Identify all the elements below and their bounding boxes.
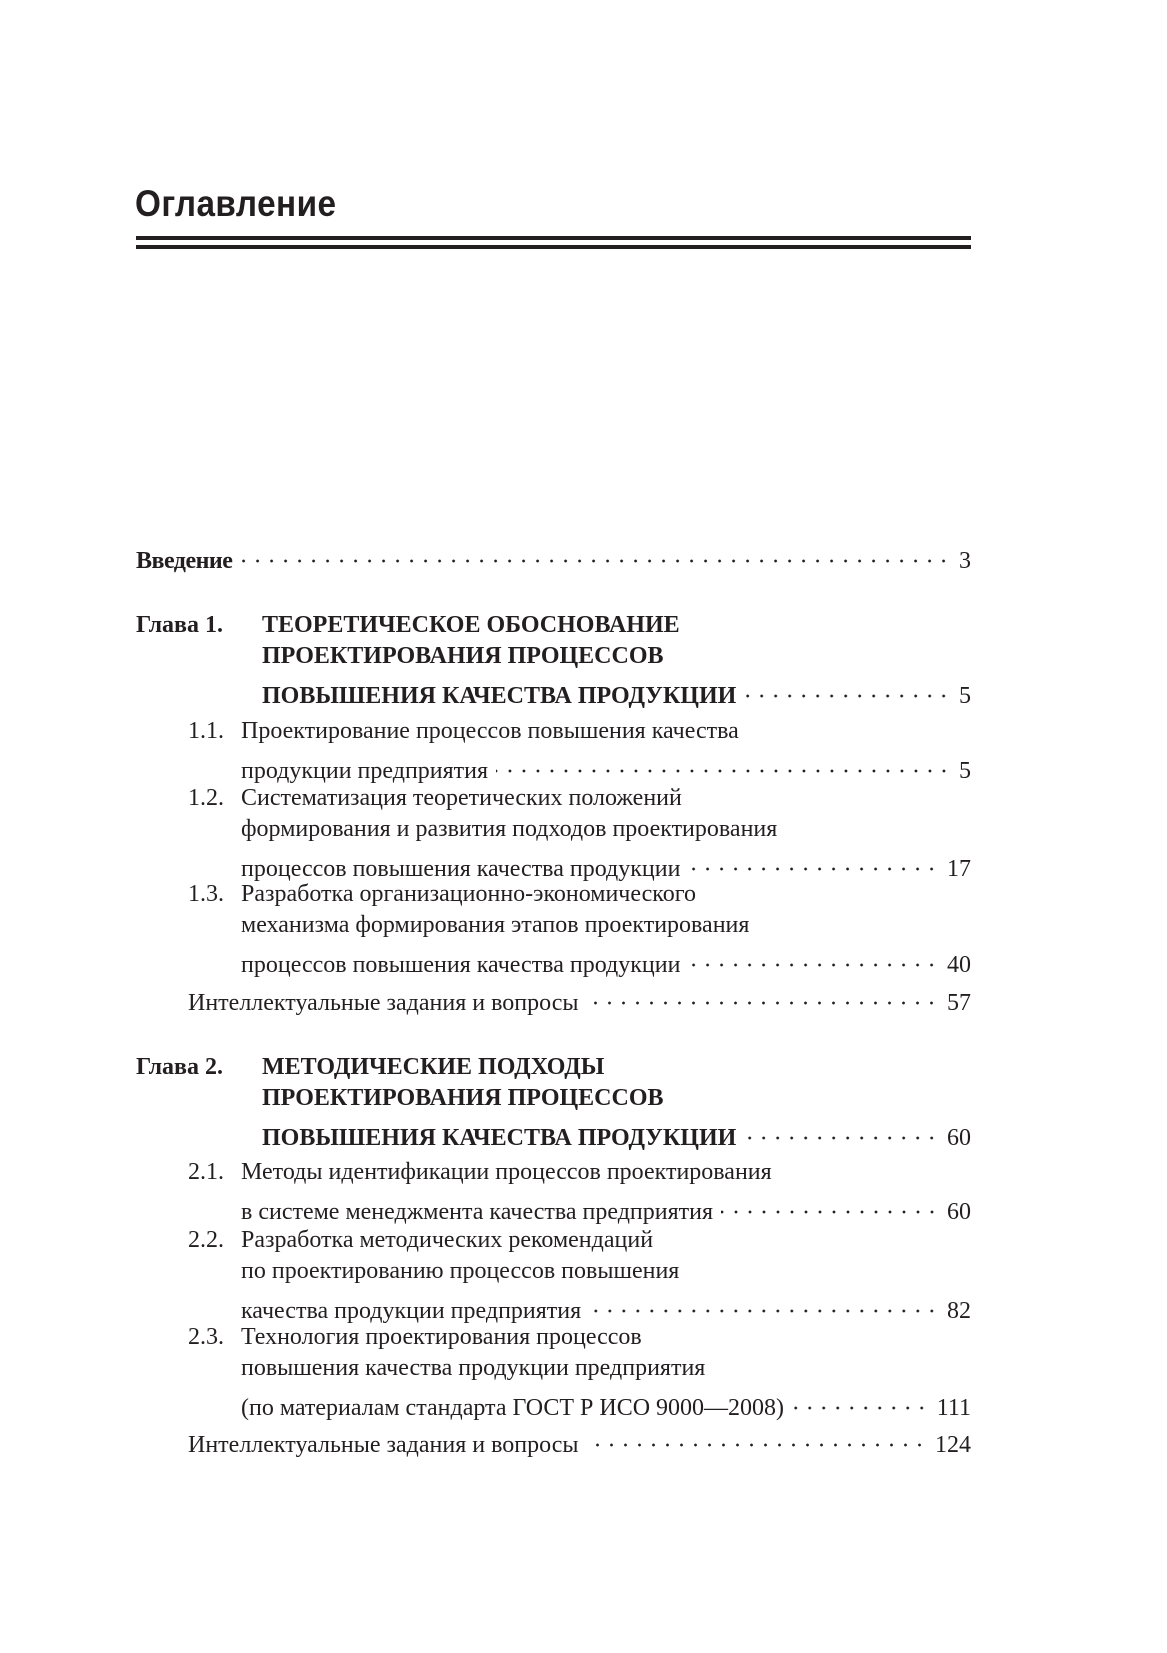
toc-entry-title-line: качества продукции предприятия <box>241 1298 582 1324</box>
dot-leader <box>589 1287 939 1318</box>
toc-entry-title-line: ПОВЫШЕНИЯ КАЧЕСТВА ПРОДУКЦИИ <box>262 1125 737 1151</box>
toc-entry-section[interactable] <box>136 1225 971 1327</box>
toc-entry-title-line: процессов повышения качества продукции <box>241 952 681 978</box>
toc-page-number: 60 <box>947 1199 971 1225</box>
page-title: Оглавление <box>135 183 337 224</box>
dot-leader <box>240 537 951 568</box>
title-rule-bottom <box>136 245 971 249</box>
toc-entry-section[interactable] <box>136 783 971 885</box>
toc-entry-title-line: формирования и развития подходов проектирования <box>241 816 778 842</box>
toc-entry-title-line: МЕТОДИЧЕСКИЕ ПОДХОДЫ <box>262 1054 605 1080</box>
toc-entry-title-line: ТЕОРЕТИЧЕСКОЕ ОБОСНОВАНИЕ <box>262 612 680 638</box>
toc-page-number: 5 <box>959 683 971 709</box>
toc-entry-title-line: Методы идентификации процессов проектирования <box>241 1159 772 1185</box>
toc-page-number: 3 <box>959 548 971 574</box>
dot-leader <box>744 1114 939 1145</box>
dot-leader <box>688 941 939 972</box>
toc-entry-number: Глава 2. <box>136 1054 223 1080</box>
toc-page-number: 111 <box>936 1395 971 1421</box>
toc-entry-title-line: Разработка организационно-экономического <box>241 881 696 907</box>
toc-entry-questions[interactable] <box>136 979 971 1019</box>
toc-entry-title-line: Систематизация теоретических положений <box>241 785 682 811</box>
toc-entry-title-line: Введение <box>136 548 233 574</box>
toc-entry-chapter[interactable] <box>136 1052 971 1154</box>
toc-entry-number: 1.2. <box>188 785 224 811</box>
toc-entry-title-line: механизма формирования этапов проектирования <box>241 912 750 938</box>
toc-entry-number: Глава 1. <box>136 612 223 638</box>
toc-entry-title-line: Проектирование процессов повышения качества <box>241 718 739 744</box>
toc-entry-intro[interactable] <box>136 537 971 577</box>
toc-entry-section[interactable] <box>136 1322 971 1424</box>
toc-entry-title-line: ПРОЕКТИРОВАНИЯ ПРОЦЕССОВ <box>262 643 664 669</box>
toc-entry-section[interactable] <box>136 1157 971 1228</box>
dot-leader <box>586 1421 927 1452</box>
toc-entry-title-line: Технология проектирования процессов <box>241 1324 642 1350</box>
dot-leader <box>721 1188 939 1219</box>
toc-entry-section[interactable] <box>136 879 971 981</box>
toc-page-number: 17 <box>947 856 971 882</box>
dot-leader <box>496 747 951 778</box>
dot-leader <box>744 672 951 703</box>
dot-leader <box>688 845 939 876</box>
toc-page-number: 5 <box>959 758 971 784</box>
toc-entry-number: 2.2. <box>188 1227 224 1253</box>
toc-entry-title-line: повышения качества продукции предприятия <box>241 1355 706 1381</box>
toc-entry-title-line: ПРОЕКТИРОВАНИЯ ПРОЦЕССОВ <box>262 1085 664 1111</box>
toc-entry-title-line: Интеллектуальные задания и вопросы <box>188 990 579 1016</box>
toc-entry-number: 2.1. <box>188 1159 224 1185</box>
toc-entry-title-line: ПОВЫШЕНИЯ КАЧЕСТВА ПРОДУКЦИИ <box>262 683 737 709</box>
toc-entry-number: 2.3. <box>188 1324 224 1350</box>
dot-leader <box>586 979 939 1010</box>
toc-entry-title-line: по проектированию процессов повышения <box>241 1258 680 1284</box>
toc-page-number: 60 <box>947 1125 971 1151</box>
toc-page-number: 40 <box>947 952 971 978</box>
toc-page-number: 82 <box>947 1298 971 1324</box>
toc-entry-title-line: в системе менеджмента качества предприятия <box>241 1199 713 1225</box>
toc-entry-section[interactable] <box>136 716 971 787</box>
toc-entry-questions[interactable] <box>136 1421 971 1461</box>
toc-entry-number: 1.3. <box>188 881 224 907</box>
toc-entry-title-line: процессов повышения качества продукции <box>241 856 681 882</box>
dot-leader <box>792 1384 929 1415</box>
title-rule-top <box>136 236 971 240</box>
toc-page-number: 124 <box>935 1432 971 1458</box>
toc-entry-title-line: (по материалам стандарта ГОСТ Р ИСО 9000—2008) <box>241 1395 785 1421</box>
toc-entry-title-line: Разработка методических рекомендаций <box>241 1227 654 1253</box>
toc-entry-chapter[interactable] <box>136 610 971 712</box>
toc-entry-number: 1.1. <box>188 718 224 744</box>
toc-page-number: 57 <box>947 990 971 1016</box>
toc-entry-title-line: Интеллектуальные задания и вопросы <box>188 1432 579 1458</box>
toc-entry-title-line: продукции предприятия <box>241 758 489 784</box>
